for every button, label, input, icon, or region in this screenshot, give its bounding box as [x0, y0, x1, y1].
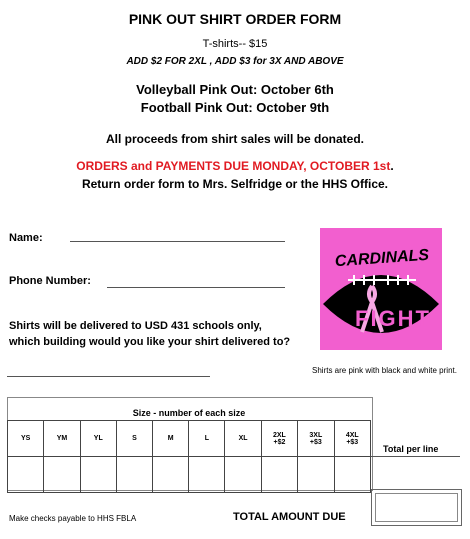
size-l: L	[189, 421, 225, 457]
phone-field[interactable]	[107, 287, 285, 288]
building-field[interactable]	[7, 376, 210, 377]
qty-m[interactable]	[153, 457, 189, 493]
due-date-red: ORDERS and PAYMENTS DUE MONDAY, OCTOBER 1st	[76, 159, 391, 173]
qty-ys[interactable]	[8, 457, 44, 493]
qty-ym[interactable]	[44, 457, 80, 493]
proceeds-note: All proceeds from shirt sales will be donated.	[105, 132, 365, 146]
size-m: M	[153, 421, 189, 457]
total-amount-due-field[interactable]	[371, 489, 462, 526]
size-2xl: 2XL +$2	[261, 421, 297, 457]
addon-price-text: ADD $2 FOR 2XL , ADD $3 for 3X AND ABOVE	[126, 56, 344, 67]
size-xl: XL	[225, 421, 261, 457]
name-field[interactable]	[70, 241, 285, 242]
logo-text-fight: FIGHT	[355, 306, 431, 331]
qty-3xl[interactable]	[298, 457, 334, 493]
name-label: Name:	[9, 232, 43, 244]
delivery-question	[9, 318, 290, 350]
qty-xl[interactable]	[225, 457, 261, 493]
price-text: T-shirts-- $15	[202, 38, 268, 50]
volleyball-date: Volleyball Pink Out: October 6th	[136, 82, 334, 97]
delivery-question-line-1: Shirts will be delivered to USD 431 schools only,	[9, 320, 262, 332]
return-instructions: Return order form to Mrs. Selfridge or the HHS Office.	[81, 177, 389, 191]
qty-l[interactable]	[189, 457, 225, 493]
quantity-row	[8, 457, 371, 493]
due-date-period: .	[390, 159, 394, 173]
phone-label: Phone Number:	[9, 275, 91, 287]
shirt-color-note: Shirts are pink with black and white print.	[312, 366, 457, 375]
size-yl: YL	[80, 421, 116, 457]
form-title: PINK OUT SHIRT ORDER FORM	[128, 11, 342, 27]
size-ym: YM	[44, 421, 80, 457]
total-per-line-label: Total per line	[383, 444, 439, 454]
size-header: Size - number of each size	[132, 408, 246, 418]
size-ys: YS	[8, 421, 44, 457]
total-amount-due-label: TOTAL AMOUNT DUE	[233, 511, 346, 523]
checks-payable-note: Make checks payable to HHS FBLA	[9, 514, 137, 523]
qty-s[interactable]	[116, 457, 152, 493]
logo-text-cardinals: CARDINALS	[334, 246, 430, 271]
size-label-row	[8, 421, 371, 457]
size-table	[7, 420, 371, 493]
size-4xl: 4XL +$3	[334, 421, 370, 457]
total-amount-due-inner-box	[375, 493, 458, 522]
football-date: Football Pink Out: October 9th	[140, 100, 330, 115]
size-s: S	[116, 421, 152, 457]
total-per-line-field[interactable]	[371, 456, 460, 457]
qty-yl[interactable]	[80, 457, 116, 493]
qty-2xl[interactable]	[261, 457, 297, 493]
due-date-notice	[0, 159, 470, 173]
delivery-question-line-2: which building would you like your shirt delivered to?	[9, 336, 291, 348]
size-3xl: 3XL +$3	[298, 421, 334, 457]
qty-4xl[interactable]	[334, 457, 370, 493]
cardinals-fight-logo	[320, 228, 442, 350]
